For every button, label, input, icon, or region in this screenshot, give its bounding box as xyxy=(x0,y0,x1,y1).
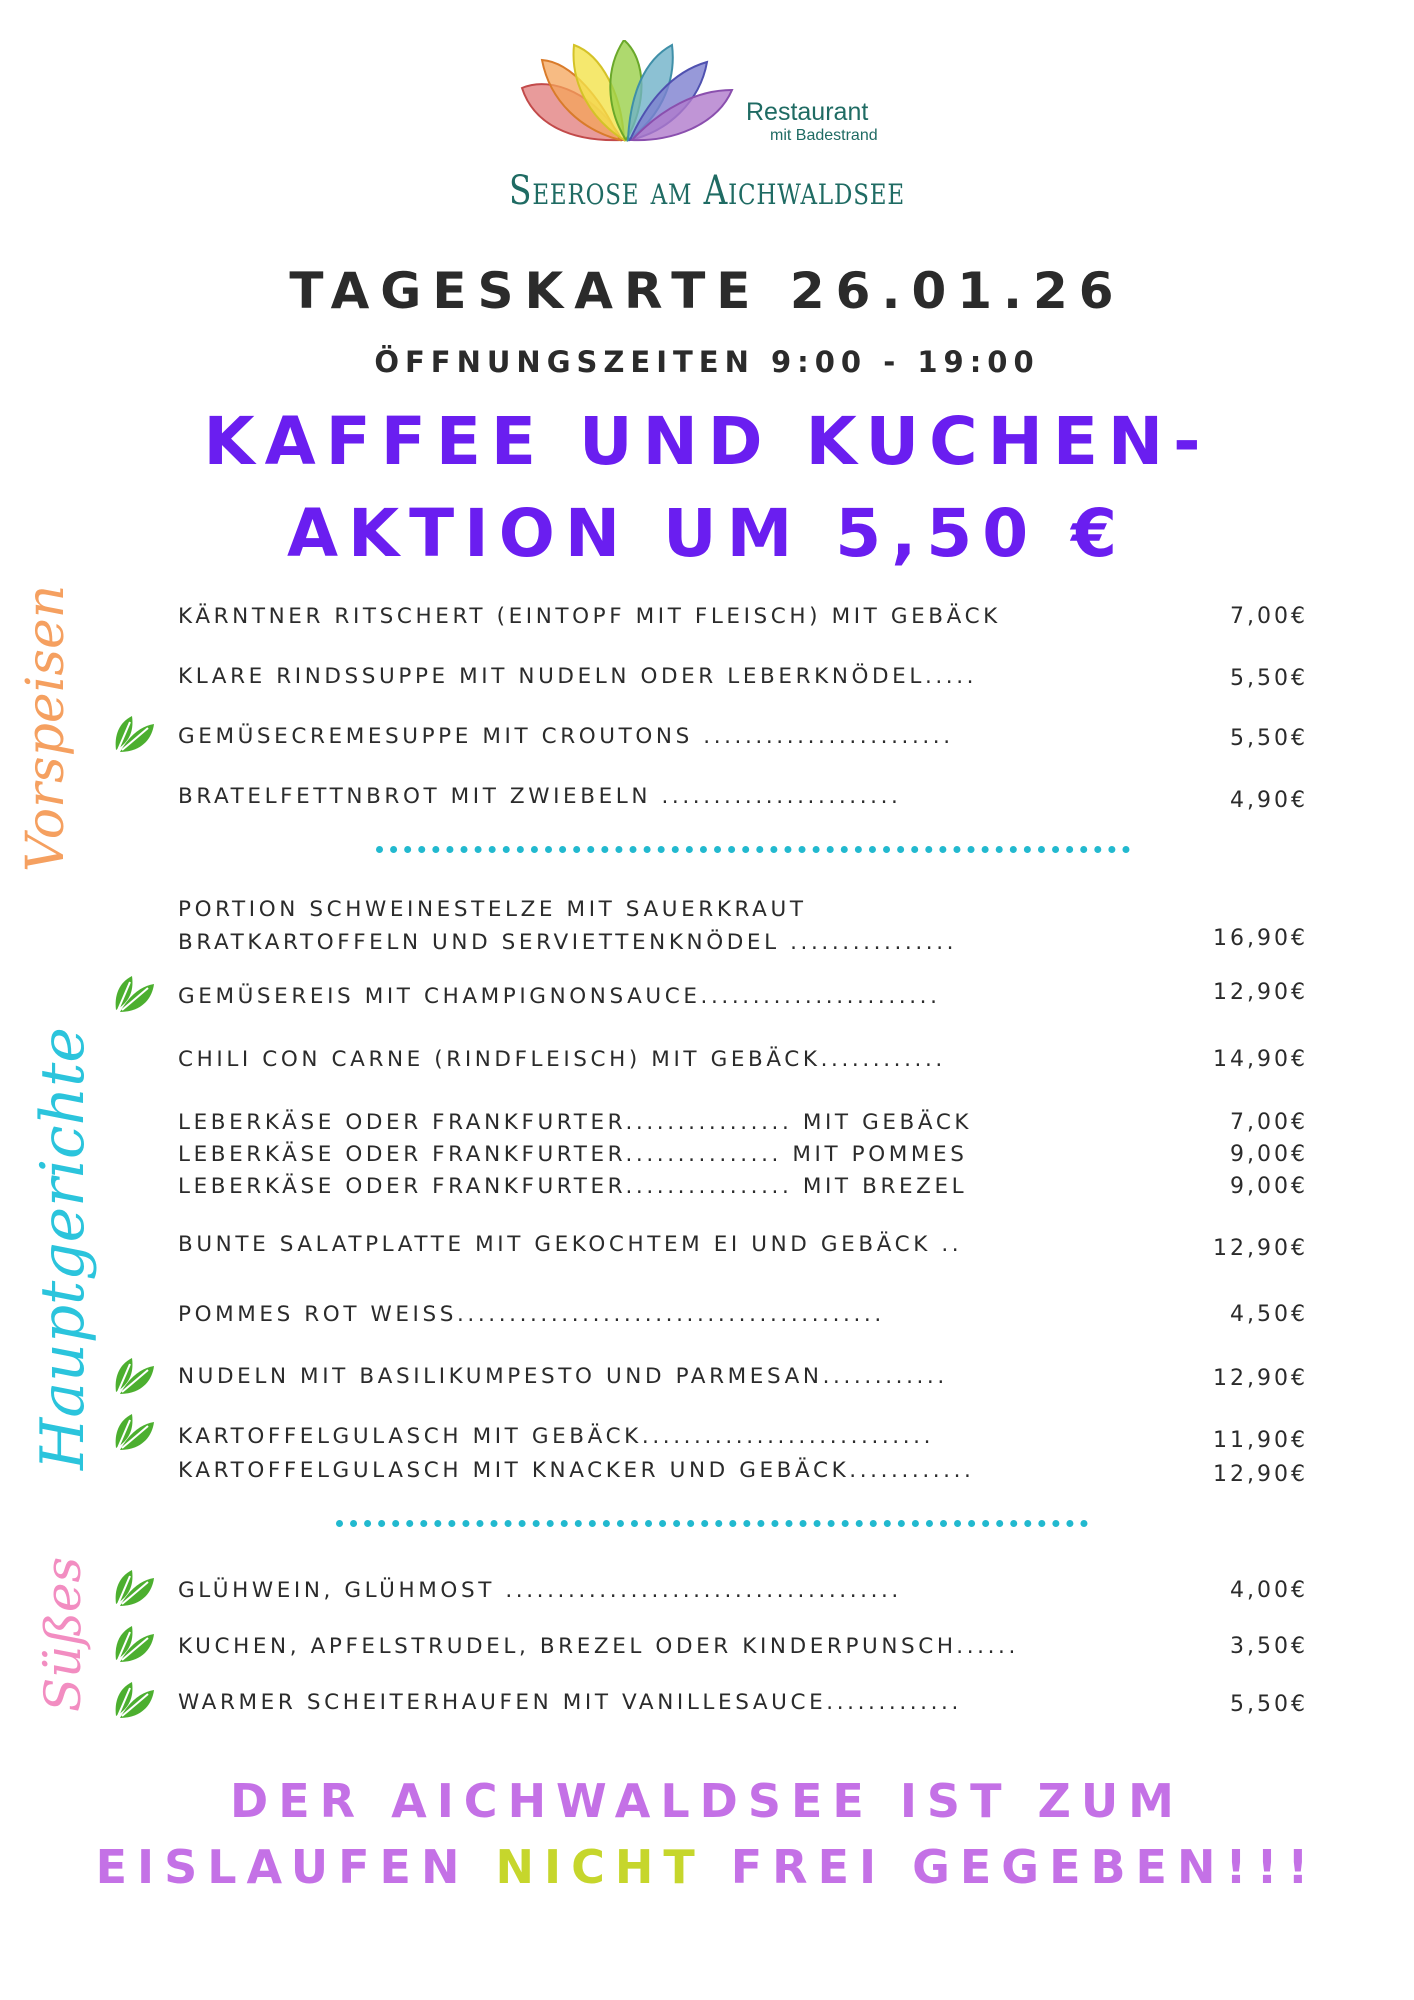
restaurant-subtitle: mit Badestrand xyxy=(770,127,878,144)
leaf-icon xyxy=(112,972,156,1014)
menu-item-name: BRATELFETTNBROT MIT ZWIEBELN ....................... xyxy=(178,784,902,809)
notice-line-1: DER AICHWALDSEE IST ZUM xyxy=(230,1774,1184,1828)
menu-item-price: 5,50€ xyxy=(1230,666,1308,691)
menu-item-name: GEMÜSEREIS MIT CHAMPIGNONSAUCE....................... xyxy=(178,984,941,1009)
menu-item-name: WARMER SCHEITERHAUFEN MIT VANILLESAUCE............. xyxy=(178,1690,962,1715)
leaf-icon xyxy=(112,1622,156,1664)
promo-line-2: AKTION UM 5,50 € xyxy=(286,495,1128,572)
menu-item-price: 7,00€ xyxy=(1230,1110,1308,1135)
menu-item-price: 9,00€ xyxy=(1230,1142,1308,1167)
section-label-mains: Hauptgerichte xyxy=(28,1027,98,1470)
leaf-icon xyxy=(112,1410,156,1452)
notice-line-2 xyxy=(0,1840,1414,1894)
menu-item-name: POMMES ROT WEISS......................................... xyxy=(178,1302,885,1327)
menu-item-price: 12,90€ xyxy=(1213,1236,1308,1261)
restaurant-name: Seerose am Aichwaldsee xyxy=(509,168,905,214)
menu-item-price: 4,00€ xyxy=(1230,1578,1308,1603)
menu-item-name: KUCHEN, APFELSTRUDEL, BREZEL ODER KINDERPUNSCH...... xyxy=(178,1634,1019,1659)
notice-text: EISLAUFEN xyxy=(95,1840,496,1894)
menu-item-name: CHILI CON CARNE (RINDFLEISCH) MIT GEBÄCK............ xyxy=(178,1047,946,1072)
opening-hours: ÖFFNUNGSZEITEN 9:00 - 19:00 xyxy=(374,345,1040,379)
menu-item-name: NUDELN MIT BASILIKUMPESTO UND PARMESAN............ xyxy=(178,1364,948,1389)
menu-item-name: LEBERKÄSE ODER FRANKFURTER............... MIT POMMES xyxy=(178,1142,968,1167)
menu-item-price: 5,50€ xyxy=(1230,1692,1308,1717)
leaf-icon xyxy=(112,1354,156,1396)
logo-block xyxy=(0,0,1414,230)
menu-item-name: BUNTE SALATPLATTE MIT GEKOCHTEM EI UND GEBÄCK .. xyxy=(178,1232,963,1257)
notice-text: FREI GEGEBEN!!! xyxy=(704,1840,1319,1894)
section-divider xyxy=(376,846,1130,853)
menu-item-price: 12,90€ xyxy=(1213,980,1308,1005)
menu-item-name: KARTOFFELGULASCH MIT KNACKER UND GEBÄCK............ xyxy=(178,1458,975,1483)
menu-item-price: 4,50€ xyxy=(1230,1302,1308,1327)
menu-item-price: 12,90€ xyxy=(1213,1366,1308,1391)
leaf-icon xyxy=(112,1566,156,1608)
section-label-sweets: Süßes xyxy=(34,1556,92,1712)
menu-item-price: 14,90€ xyxy=(1213,1047,1308,1072)
leaf-icon xyxy=(112,1678,156,1720)
menu-item-name: KLARE RINDSSUPPE MIT NUDELN ODER LEBERKNÖDEL..... xyxy=(178,664,978,689)
notice-highlight: NICHT xyxy=(495,1840,705,1894)
menu-item-name: LEBERKÄSE ODER FRANKFURTER................ MIT GEBÄCK xyxy=(178,1110,973,1135)
lotus-flower-icon xyxy=(512,40,742,150)
menu-item-name: KARTOFFELGULASCH MIT GEBÄCK............................ xyxy=(178,1424,935,1449)
menu-item-price: 12,90€ xyxy=(1213,1462,1308,1487)
menu-item-price: 7,00€ xyxy=(1230,604,1308,629)
restaurant-label: Restaurant xyxy=(746,98,869,126)
menu-item-price: 9,00€ xyxy=(1230,1174,1308,1199)
menu-item-name: GLÜHWEIN, GLÜHMOST ...................................... xyxy=(178,1578,902,1603)
section-divider xyxy=(336,1520,1088,1527)
menu-item-price: 16,90€ xyxy=(1213,926,1308,951)
leaf-icon xyxy=(112,712,156,754)
section-label-starters: Vorspeisen xyxy=(16,584,76,872)
promo-banner xyxy=(0,396,1414,580)
menu-item-price: 5,50€ xyxy=(1230,726,1308,751)
promo-line-1: KAFFEE UND KUCHEN- xyxy=(203,403,1211,480)
menu-item-name: KÄRNTNER RITSCHERT (EINTOPF MIT FLEISCH) MIT GEBÄCK xyxy=(178,604,1001,629)
menu-item-name: PORTION SCHWEINESTELZE MIT SAUERKRAUT xyxy=(178,897,807,922)
page-title: TAGESKARTE 26.01.26 xyxy=(289,262,1125,320)
menu-item-price: 3,50€ xyxy=(1230,1634,1308,1659)
menu-item-name: GEMÜSECREMESUPPE MIT CROUTONS ........................ xyxy=(178,724,954,749)
menu-item-price: 11,90€ xyxy=(1213,1428,1308,1453)
menu-item-name-line-2: BRATKARTOFFELN UND SERVIETTENKNÖDEL ................ xyxy=(178,930,958,955)
menu-item-price: 4,90€ xyxy=(1230,788,1308,813)
menu-item-name: LEBERKÄSE ODER FRANKFURTER................ MIT BREZEL xyxy=(178,1174,968,1199)
